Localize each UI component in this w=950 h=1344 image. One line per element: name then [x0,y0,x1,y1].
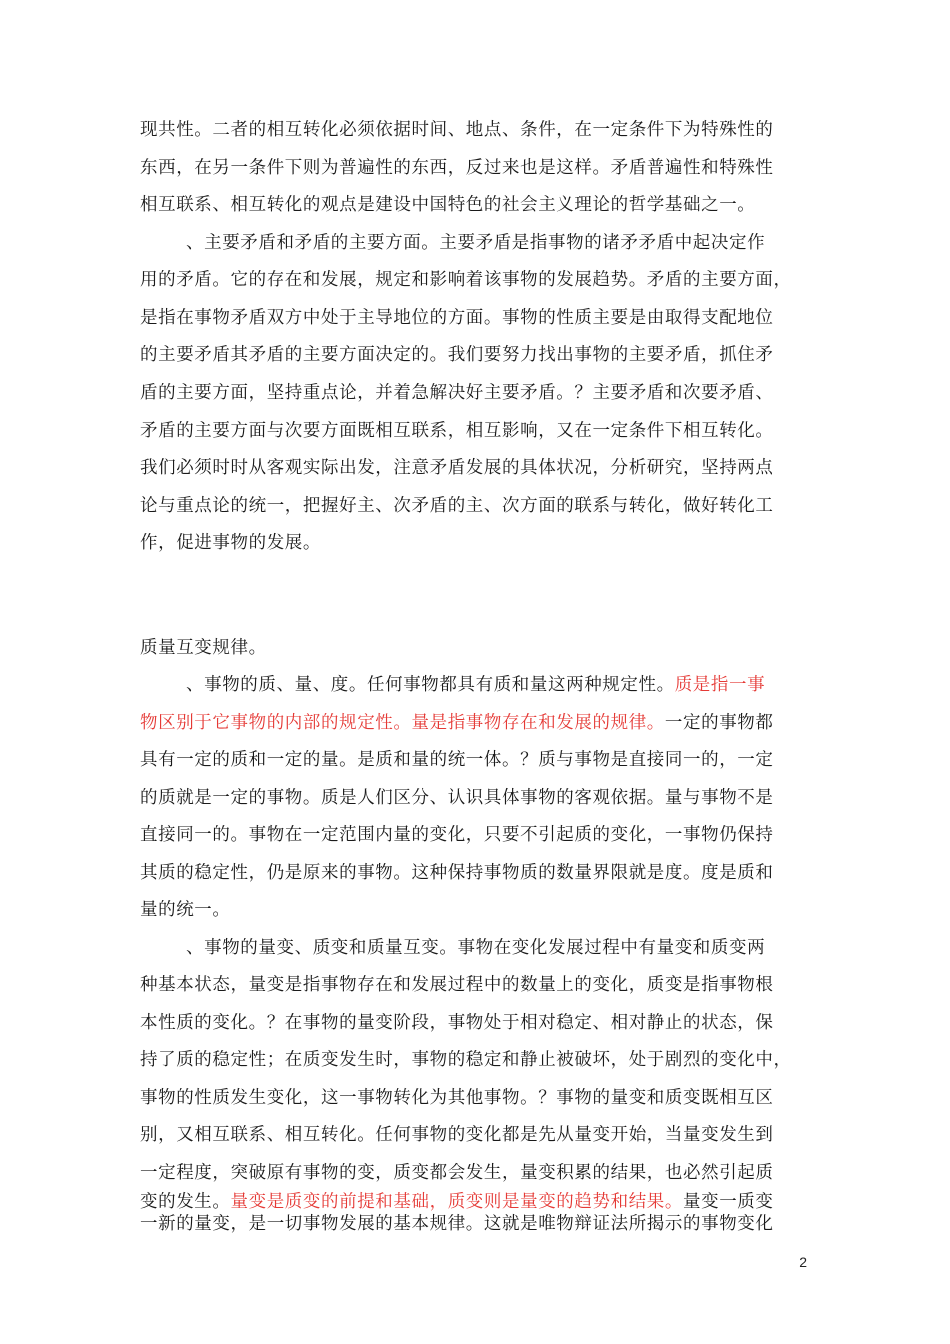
text-line: 一新的量变，是一切事物发展的基本规律。这就是唯物辩证法所揭示的事物变化 [140,1214,774,1234]
text-line [186,673,820,697]
text-segment: 、事物的质、量、度。任何事物都具有质和量这两种规定性。 [186,675,675,695]
text-line: 盾的主要方面，坚持重点论，并着急解决好主要矛盾。？主要矛盾和次要矛盾、 [140,383,774,403]
text-line [140,711,820,735]
text-line: 相互联系、相互转化的观点是建设中国特色的社会主义理论的哲学基础之一。 [140,195,756,215]
text-line: 持了质的稳定性；在质变发生时，事物的稳定和静止被破坏，处于剧烈的变化中， [140,1050,792,1070]
text-line: 、主要矛盾和矛盾的主要方面。主要矛盾是指事物的诸矛矛盾中起决定作 [186,233,766,253]
text-line: 、事物的量变、质变和质量互变。事物在变化发展过程中有量变和质变两 [186,938,766,958]
text-line: 现共性。二者的相互转化必须依据时间、地点、条件，在一定条件下为特殊性的 [140,120,774,140]
text-line: 种基本状态，量变是指事物存在和发展过程中的数量上的变化，质变是指事物根 [140,975,774,995]
section-heading: 质量互变规律。 [140,638,267,658]
text-line: 我们必须时时从客观实际出发，注意矛盾发展的具体状况，分析研究，坚持两点 [140,458,774,478]
text-line: 矛盾的主要方面与次要方面既相互联系，相互影响，又在一定条件下相互转化。 [140,421,774,441]
text-line: 直接同一的。事物在一定范围内量的变化，只要不引起质的变化，一事物仍保持 [140,825,774,845]
text-line: 作，促进事物的发展。 [140,533,321,553]
text-segment: 变的发生。 [140,1192,231,1212]
text-line: 的质就是一定的事物。质是人们区分、认识具体事物的客观依据。量与事物不是 [140,788,774,808]
highlighted-text: 物区别于它事物的内部的规定性。量是指事物存在和发展的规律。 [140,713,665,733]
page-number: 2 [799,1254,807,1270]
text-line: 是指在事物矛盾双方中处于主导地位的方面。事物的性质主要是由取得支配地位 [140,308,774,328]
text-line: 其质的稳定性，仍是原来的事物。这种保持事物质的数量界限就是度。度是质和 [140,863,774,883]
text-line: 别，又相互联系、相互转化。任何事物的变化都是先从量变开始，当量变发生到 [140,1125,774,1145]
highlighted-text: 质是指一事 [674,675,766,695]
text-segment: 一定的事物都 [664,713,774,733]
text-line: 具有一定的质和一定的量。是质和量的统一体。？质与事物是直接同一的，一定 [140,750,774,770]
text-line: 一定程度，突破原有事物的变，质变都会发生，量变积累的结果，也必然引起质 [140,1163,774,1183]
text-line: 本性质的变化。？在事物的量变阶段，事物处于相对稳定、相对静止的状态，保 [140,1013,774,1033]
text-segment: 量变一质变 [683,1192,774,1212]
text-line: 事物的性质发生变化，这一事物转化为其他事物。？事物的量变和质变既相互区 [140,1088,774,1108]
text-line: 论与重点论的统一，把握好主、次矛盾的主、次方面的联系与转化，做好转化工 [140,496,774,516]
highlighted-text: 量变是质变的前提和基础，质变则是量变的趋势和结果。 [230,1192,683,1212]
text-line: 用的矛盾。它的存在和发展，规定和影响着该事物的发展趋势。矛盾的主要方面， [140,270,792,290]
text-line: 量的统一。 [140,900,231,920]
text-line [140,1190,820,1214]
text-line: 东西，在另一条件下则为普遍性的东西，反过来也是这样。矛盾普遍性和特殊性 [140,158,774,178]
text-line: 的主要矛盾其矛盾的主要方面决定的。我们要努力找出事物的主要矛盾，抓住矛 [140,345,774,365]
